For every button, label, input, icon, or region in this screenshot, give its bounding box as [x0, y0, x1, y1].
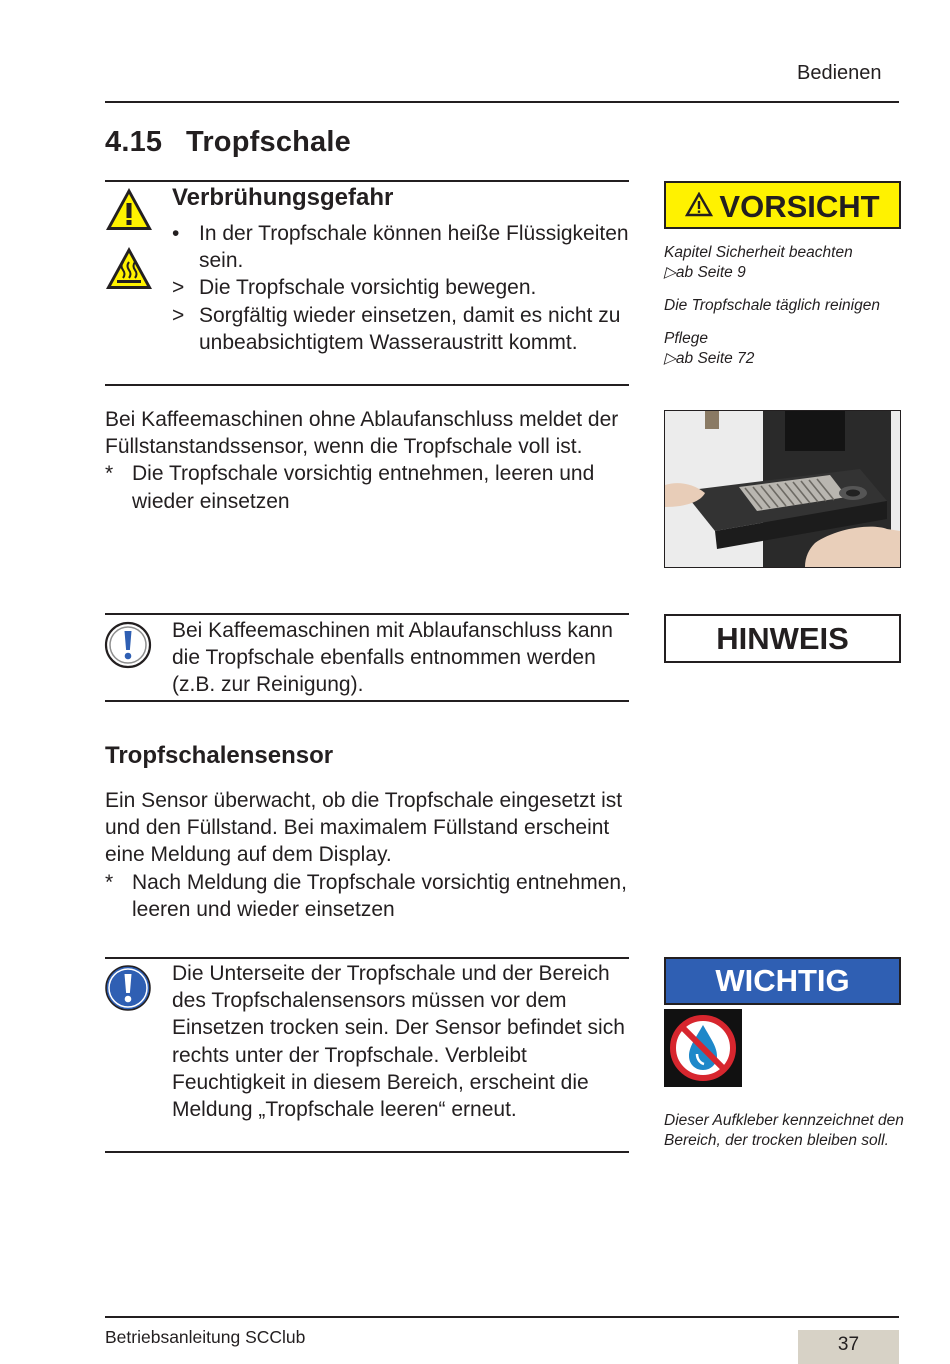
intro-paragraph: Bei Kaffeemaschinen ohne Ablaufanschluss meldet der Füllstanstandssensor, wenn die Tropfschale voll ist. — [105, 408, 619, 459]
instruction-step — [105, 460, 630, 514]
vorsicht-notes — [664, 243, 914, 382]
page-reference: ▷ab Seite 9 — [664, 264, 746, 281]
list-item-text: In der Tropfschale können heiße Flüssigkeiten sein. — [199, 222, 629, 273]
section-number: 4.15 — [105, 126, 163, 158]
hot-surface-icon — [104, 245, 154, 296]
exclamation-circle-icon — [104, 621, 152, 674]
step-text: Die Tropfschale vorsichtig entnehmen, leeren und wieder einsetzen — [132, 462, 595, 513]
step-marker: * — [105, 462, 114, 486]
intro-text — [105, 406, 630, 515]
list-item-text: Die Tropfschale vorsichtig bewegen. — [199, 276, 537, 300]
hinweis-label-box — [664, 614, 901, 663]
page-number: 37 — [798, 1330, 899, 1364]
exclamation-circle-icon — [104, 964, 152, 1017]
step-marker: > — [172, 303, 185, 327]
warning-triangle-icon — [685, 185, 713, 229]
warning-top-rule — [105, 180, 629, 182]
section-title — [105, 126, 351, 159]
wichtig-note-text: Die Unterseite der Tropfschale und der Bereich des Tropfschalensensors müssen vor dem Einsetzen trocken sein. Der Sensor befindet sich rechts unter der Tropfschale. Verbleibt Feuchtigkeit in diesem Bereich, erscheint die Meldung „Tropfschale leeren“ erneut. — [172, 962, 625, 1122]
warning-list — [172, 220, 632, 356]
list-item — [172, 274, 632, 301]
note-item — [664, 243, 914, 283]
note-text: Kapitel Sicherheit beachten — [664, 244, 853, 261]
hinweis-label: HINWEIS — [716, 621, 849, 656]
wichtig-label: WICHTIG — [715, 963, 850, 998]
drip-tray-photo — [664, 410, 901, 568]
list-item — [172, 302, 632, 356]
sticker-caption: Dieser Aufkleber kennzeichnet den Bereich, der trocken bleiben soll. — [664, 1112, 904, 1149]
list-item-text: Sorgfältig wieder einsetzen, damit es nicht zu unbeabsichtigtem Wasseraustritt kommt. — [199, 303, 621, 354]
sensor-text — [105, 787, 630, 923]
note-top-rule — [105, 613, 629, 615]
hinweis-note-text: Bei Kaffeemaschinen mit Ablaufanschluss kann die Tropfschale ebenfalls entnommen werden (z.B. zur Reinigung). — [172, 619, 613, 697]
note-bottom-rule — [105, 1151, 629, 1153]
note-item — [664, 296, 914, 316]
warning-bottom-rule — [105, 384, 629, 386]
bullet-marker: • — [172, 222, 180, 245]
vorsicht-label: VORSICHT — [719, 188, 880, 224]
footer-rule — [105, 1316, 899, 1318]
wichtig-label-box — [664, 957, 901, 1005]
note-text: Die Tropfschale täglich reinigen — [664, 297, 880, 314]
note-top-rule — [105, 957, 629, 959]
step-text: Nach Meldung die Tropfschale vorsichtig entnehmen, leeren und wieder einsetzen — [132, 870, 627, 921]
manual-title: Betriebsanleitung SCClub — [105, 1327, 306, 1347]
step-marker: * — [105, 870, 114, 894]
sensor-paragraph: Ein Sensor überwacht, ob die Tropfschale eingesetzt ist und den Füllstand. Bei maximalem Füllstand erscheint eine Meldung auf dem Display. — [105, 789, 623, 867]
note-item — [664, 329, 914, 369]
subsection-heading: Tropfschalensensor — [105, 742, 334, 769]
header-rule — [105, 101, 899, 103]
warning-triangle-icon — [104, 186, 154, 237]
note-bottom-rule — [105, 700, 629, 702]
vorsicht-label-box — [664, 181, 901, 229]
chapter-header: Bedienen — [797, 62, 882, 84]
no-water-sticker-icon — [664, 1009, 742, 1087]
instruction-step — [105, 869, 630, 923]
list-item — [172, 220, 632, 274]
page-reference: ▷ab Seite 72 — [664, 350, 755, 367]
warning-heading: Verbrühungsgefahr — [172, 184, 394, 211]
note-text: Pflege — [664, 330, 708, 347]
step-marker: > — [172, 276, 185, 300]
section-title-text: Tropfschale — [186, 126, 351, 158]
